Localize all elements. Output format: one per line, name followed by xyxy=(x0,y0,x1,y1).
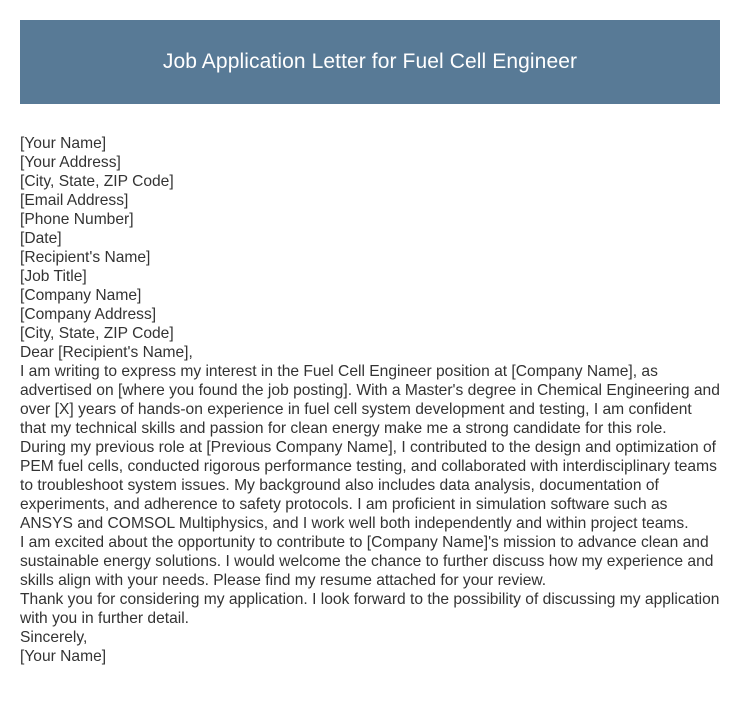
sender-address: [Your Address] xyxy=(20,154,121,171)
recipient-company: [Company Name] xyxy=(20,287,142,304)
letter-date: [Date] xyxy=(20,230,62,247)
sender-city-state-zip: [City, State, ZIP Code] xyxy=(20,173,174,190)
recipient-city-state-zip: [City, State, ZIP Code] xyxy=(20,325,174,342)
letter-body xyxy=(20,134,722,666)
signature: [Your Name] xyxy=(20,648,107,665)
paragraph-interest: I am writing to express my interest in the Fuel Cell Engineer position at [Company Name], as advertised on [where you found the job posting]. With a Master's degree in Chemical Engineering and over [X] years of hands-on experience in fuel cell system development and testing, I am confident that my technical skills and passion for clean energy make me a strong candidate for this role. xyxy=(20,363,720,437)
paragraph-motivation: I am excited about the opportunity to contribute to [Company Name]'s mission to advance clean and sustainable energy solutions. I would welcome the chance to further discuss how my experience and skills align with your needs. Please find my resume attached for your review. xyxy=(20,534,714,589)
page-title: Job Application Letter for Fuel Cell Engineer xyxy=(162,50,578,73)
letter-header xyxy=(20,20,720,104)
sender-email: [Email Address] xyxy=(20,192,129,209)
paragraph-experience: During my previous role at [Previous Company Name], I contributed to the design and optimization of PEM fuel cells, conducted rigorous performance testing, and collaborated with interdisciplinary teams to troubleshoot system issues. My background also includes data analysis, documentation of experiments, and adherence to safety protocols. I am proficient in simulation software such as ANSYS and COMSOL Multiphysics, and I work well both independently and within project teams. xyxy=(20,439,717,532)
salutation: Dear [Recipient's Name], xyxy=(20,344,193,361)
sender-name: [Your Name] xyxy=(20,135,107,152)
sender-phone: [Phone Number] xyxy=(20,211,134,228)
paragraph-thanks: Thank you for considering my application. I look forward to the possibility of discussing my application with you in further detail. xyxy=(20,591,720,627)
recipient-job-title: [Job Title] xyxy=(20,268,87,285)
recipient-company-address: [Company Address] xyxy=(20,306,157,323)
closing: Sincerely, xyxy=(20,629,88,646)
recipient-name: [Recipient's Name] xyxy=(20,249,151,266)
